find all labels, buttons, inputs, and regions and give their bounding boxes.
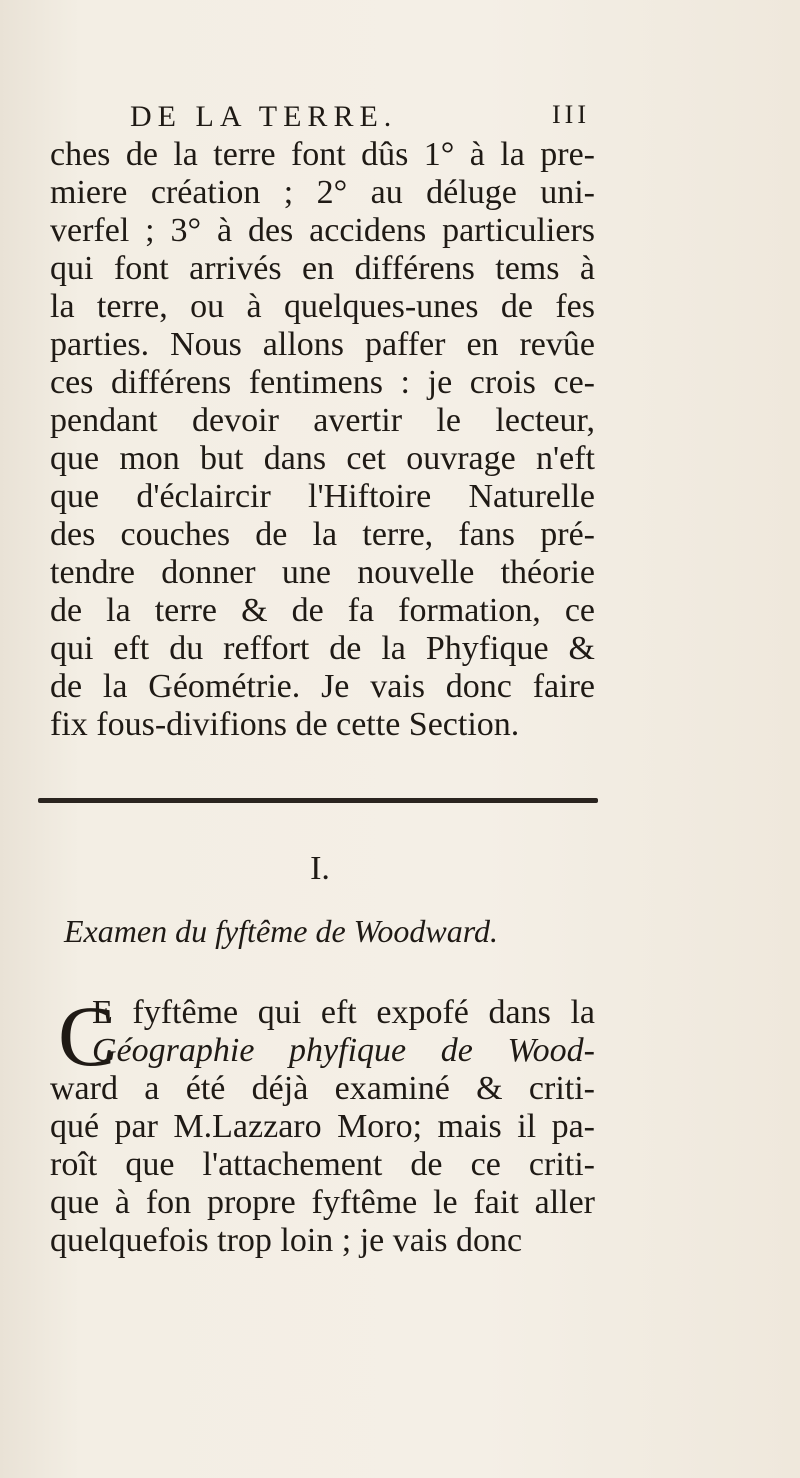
section-number: I. — [310, 850, 330, 887]
paragraph-2 — [50, 988, 595, 1260]
text-line: qui eft du reffort de la Phyfique & — [50, 630, 595, 667]
section-divider-rule — [38, 798, 598, 803]
text-line: quelquefois trop loin ; je vais donc — [50, 1222, 523, 1259]
section-title: Examen du fyftême de Woodward. — [64, 913, 498, 949]
page-number: III — [552, 100, 590, 129]
text-line: parties. Nous allons paffer en revûe — [50, 326, 595, 363]
text-line: Géographie phyfique de Wood- — [92, 1032, 595, 1069]
text-line: miere création ; 2° au déluge uni- — [50, 174, 595, 211]
text-line: roît que l'attachement de ce criti- — [50, 1146, 595, 1183]
text-line: fix fous-divifions de cette Section. — [50, 706, 520, 743]
text-line: des couches de la terre, fans pré- — [50, 516, 595, 553]
text-line: la terre, ou à quelques-unes de fes — [50, 288, 595, 325]
text-line: que à fon propre fyftême le fait aller — [50, 1184, 595, 1221]
text-line: qui font arrivés en différens tems à — [50, 250, 595, 287]
text-line: tendre donner une nouvelle théorie — [50, 554, 595, 591]
text-line: E fyftême qui eft expofé dans la — [92, 994, 595, 1031]
running-title: DE LA TERRE. — [130, 100, 398, 133]
text-line: ches de la terre font dûs 1° à la pre- — [50, 136, 595, 173]
drop-cap: C — [58, 988, 116, 1084]
text-line: verfel ; 3° à des accidens particuliers — [50, 212, 595, 249]
text-line: ces différens fentimens : je crois ce- — [50, 364, 595, 401]
text-line: que mon but dans cet ouvrage n'eft — [50, 440, 595, 477]
text-line: de la Géométrie. Je vais donc faire — [50, 668, 595, 705]
text-line: pendant devoir avertir le lecteur, — [50, 402, 595, 439]
text-line: de la terre & de fa formation, ce — [50, 592, 595, 629]
text-line: que d'éclaircir l'Hiftoire Naturelle — [50, 478, 595, 515]
running-header — [130, 100, 590, 140]
text-line: ward a été déjà examiné & criti- — [50, 1070, 595, 1107]
paragraph-1 — [50, 136, 595, 744]
text-line: qué par M.Lazzaro Moro; mais il pa- — [50, 1108, 595, 1145]
